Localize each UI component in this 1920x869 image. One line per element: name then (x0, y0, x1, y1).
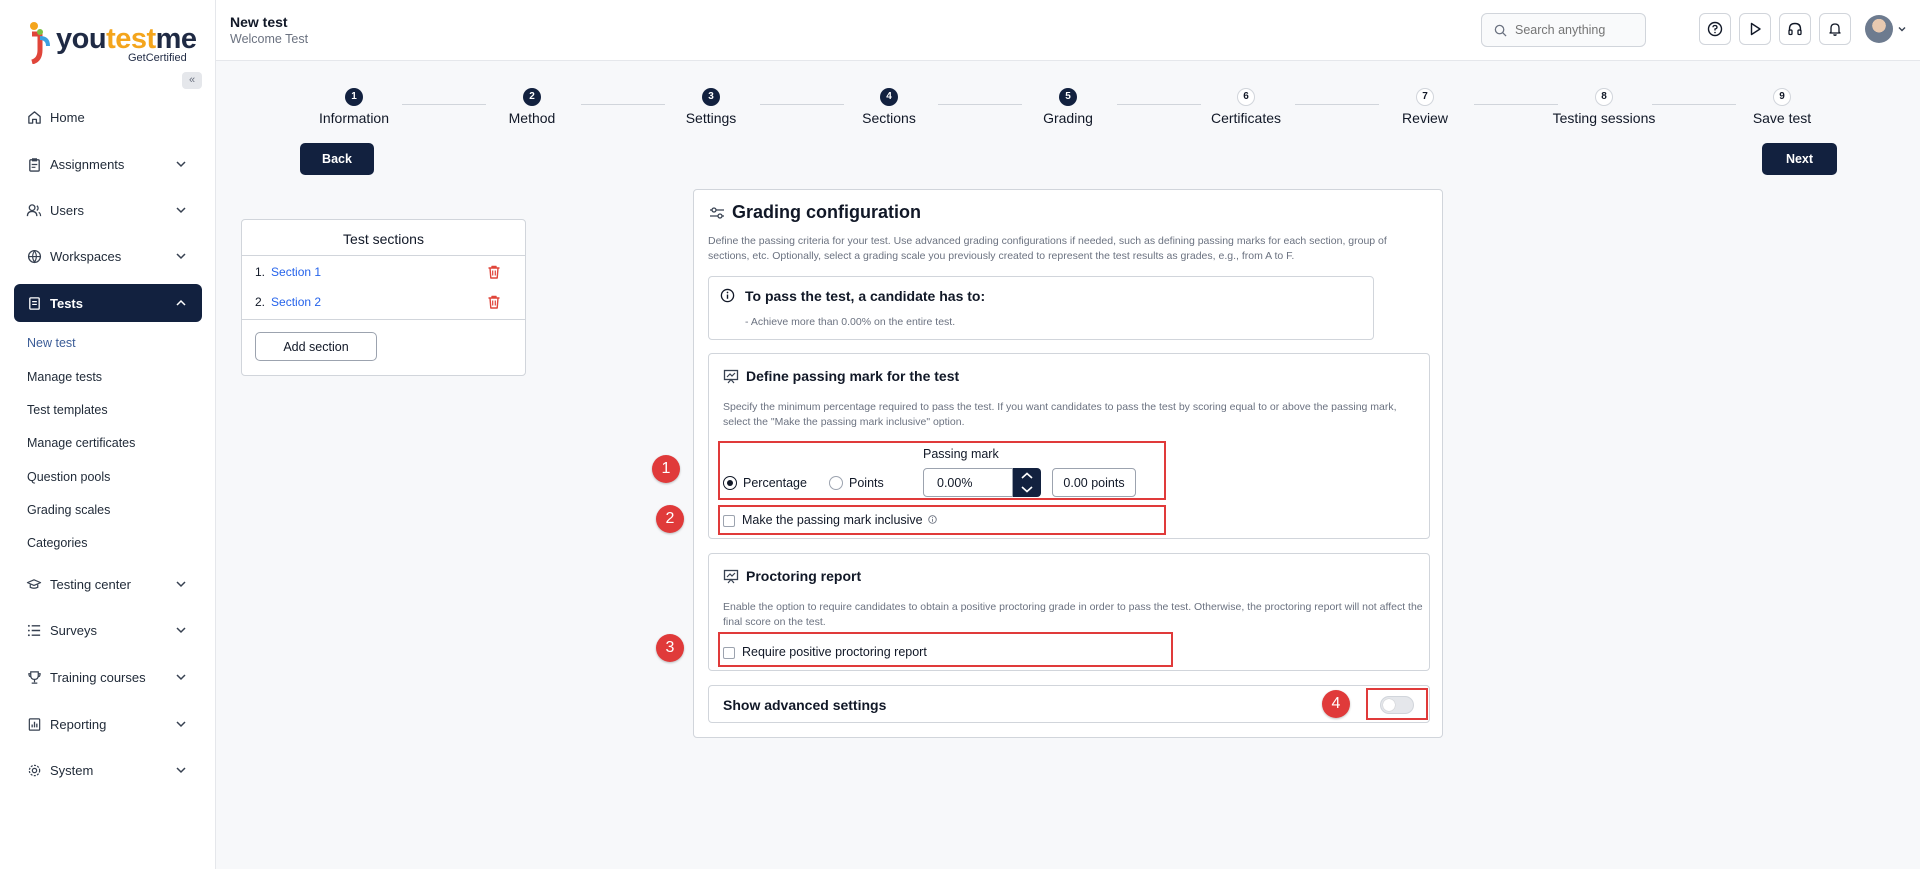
sidebar-item-label: System (50, 762, 94, 778)
step-grading[interactable] (988, 88, 1148, 126)
chart-icon (26, 716, 42, 732)
sidebar-item-label: Assignments (50, 156, 125, 172)
sidebar-subitem-categories[interactable]: Categories (27, 536, 88, 550)
sidebar-item-training-courses[interactable] (14, 658, 202, 696)
step-label: Information (318, 110, 390, 126)
step-sections[interactable] (809, 88, 969, 126)
globe-icon (26, 248, 42, 264)
step-number: 2 (523, 88, 541, 106)
collapse-sidebar-button[interactable]: « (182, 72, 202, 89)
test-sections-panel (241, 219, 526, 376)
info-icon (720, 288, 735, 303)
list-icon (26, 622, 42, 638)
logo[interactable] (28, 20, 198, 64)
step-label: Review (1402, 110, 1448, 126)
chevron-down-icon (174, 763, 188, 777)
sidebar-subitem-new-test[interactable]: New test (27, 336, 76, 350)
help-icon (1707, 21, 1723, 37)
sidebar-item-label: Tests (50, 295, 83, 311)
sidebar-item-users[interactable] (14, 191, 202, 229)
require-proctoring-label: Require positive proctoring report (742, 645, 927, 659)
sidebar-subitem-test-templates[interactable]: Test templates (27, 403, 108, 417)
list-item (255, 265, 321, 279)
headset-icon (1787, 21, 1803, 37)
step-number: 8 (1595, 88, 1613, 106)
step-label: Grading (1043, 110, 1093, 126)
sidebar-item-label: Training courses (50, 669, 146, 685)
chevron-down-icon (174, 157, 188, 171)
sidebar-item-label: Surveys (50, 622, 97, 638)
inclusive-label: Make the passing mark inclusive (742, 513, 923, 527)
sidebar-item-label: Reporting (50, 716, 107, 732)
chevron-down-icon (174, 577, 188, 591)
page-subtitle: Welcome Test (230, 32, 309, 46)
chevron-down-icon (174, 623, 188, 637)
chevron-down-icon (174, 717, 188, 731)
divider (242, 319, 525, 320)
pass-criteria-heading: To pass the test, a candidate has to: (745, 288, 986, 304)
clipboard-icon (26, 156, 42, 172)
top-header (216, 0, 1920, 61)
highlight-inclusive-option (718, 505, 1166, 535)
step-method[interactable] (452, 88, 612, 126)
chevron-down-icon[interactable] (1897, 24, 1907, 34)
notifications-button[interactable] (1819, 13, 1851, 45)
sidebar-item-surveys[interactable] (14, 611, 202, 649)
search-box[interactable] (1481, 13, 1646, 47)
annotation-marker: 4 (1322, 690, 1350, 718)
section-link[interactable]: Section 1 (271, 265, 322, 279)
proctoring-description: Enable the option to require candidates to obtain a positive proctoring grade in order to pass the test. Otherwise, the proctoring report will not affect the final score on the test. (723, 601, 1423, 628)
chevron-down-icon (174, 203, 188, 217)
bell-icon (1827, 21, 1843, 37)
page-title: New test (230, 14, 288, 30)
section-number: 2. (255, 295, 266, 309)
step-label: Method (508, 110, 556, 126)
search-icon (1494, 24, 1507, 37)
list-item (255, 295, 321, 309)
trash-icon[interactable] (486, 264, 502, 280)
annotation-marker: 1 (652, 455, 680, 483)
pass-criteria-rule: - Achieve more than 0.00% on the entire test. (745, 316, 956, 328)
step-information[interactable] (274, 88, 434, 126)
grading-description: Define the passing criteria for your test. Use advanced grading configurations if needed, such as defining passing marks for each section, group of sections, etc. Optionally, select a grading scale you previously created to represent the test results as grades, e.g., from A to F. (708, 235, 1387, 262)
passing-mark-description: Specify the minimum percentage required to pass the test. If you want candidates to pass the test by scoring equal to or above the passing mark, select the "Make the passing mark inclusive" option. (723, 401, 1397, 428)
sidebar-subitem-manage-certificates[interactable]: Manage certificates (27, 436, 136, 450)
annotation-marker: 3 (656, 634, 684, 662)
sidebar-subitem-grading-scales[interactable]: Grading scales (27, 503, 111, 517)
search-input[interactable] (1515, 23, 1635, 37)
logo-tagline: GetCertified (128, 52, 187, 64)
step-label: Certificates (1210, 110, 1282, 126)
sidebar-item-tests[interactable] (14, 284, 202, 322)
section-link[interactable]: Section 2 (271, 295, 322, 309)
pass-criteria-box (708, 276, 1374, 340)
step-number: 4 (880, 88, 898, 106)
step-review[interactable] (1345, 88, 1505, 126)
sidebar-item-label: Workspaces (50, 248, 122, 264)
logo-mark-icon (28, 20, 50, 64)
users-icon (26, 202, 42, 218)
presentation-icon (723, 569, 739, 584)
step-certificates[interactable] (1166, 88, 1326, 126)
passing-mark-heading: Define passing mark for the test (746, 368, 960, 384)
step-number: 6 (1237, 88, 1255, 106)
grading-title: Grading configuration (732, 202, 921, 222)
step-label: Settings (685, 110, 737, 126)
gear-icon (26, 762, 42, 778)
chevron-down-icon (174, 670, 188, 684)
trophy-icon (26, 669, 42, 685)
next-button[interactable]: Next (1762, 143, 1837, 175)
percentage-label: Percentage (743, 476, 807, 490)
presentation-icon (723, 369, 739, 384)
sidebar-item-workspaces[interactable] (14, 237, 202, 275)
help-button[interactable] (1699, 13, 1731, 45)
step-number: 3 (702, 88, 720, 106)
step-settings[interactable] (631, 88, 791, 126)
step-label: Sections (862, 110, 916, 126)
step-number: 5 (1059, 88, 1077, 106)
back-button[interactable]: Back (300, 143, 374, 175)
trash-icon[interactable] (486, 294, 502, 310)
sliders-icon (709, 205, 725, 221)
sidebar-item-label: Testing center (50, 576, 131, 592)
graduation-cap-icon (26, 576, 42, 592)
chevron-up-icon (174, 296, 188, 310)
sidebar-item-label: Users (50, 202, 84, 218)
chevron-down-icon (174, 249, 188, 263)
step-testing-sessions[interactable] (1524, 88, 1684, 126)
sidebar-subitem-manage-tests[interactable]: Manage tests (27, 370, 103, 384)
step-number: 9 (1773, 88, 1791, 106)
step-save-test[interactable] (1702, 88, 1862, 126)
sidebar (0, 0, 216, 869)
sidebar-item-home[interactable] (14, 98, 202, 136)
advanced-settings-label: Show advanced settings (723, 697, 887, 713)
highlight-advanced-toggle (1366, 688, 1428, 720)
add-section-button[interactable]: Add section (255, 332, 377, 361)
highlight-proctoring-option (718, 632, 1173, 667)
sidebar-item-label: Home (50, 109, 85, 125)
test-sections-title: Test sections (343, 231, 424, 247)
step-label: Save test (1752, 110, 1812, 126)
points-label: Points (849, 476, 884, 490)
step-number: 7 (1416, 88, 1434, 106)
step-number: 1 (345, 88, 363, 106)
logo-text: youtestme (56, 23, 197, 55)
step-label: Testing sessions (1552, 110, 1656, 126)
divider (242, 255, 525, 256)
play-icon (1747, 21, 1763, 37)
proctoring-heading: Proctoring report (746, 568, 862, 584)
sidebar-subitem-question-pools[interactable]: Question pools (27, 470, 111, 484)
points-display: 0.00 points (1052, 468, 1136, 497)
sidebar-item-system[interactable] (14, 751, 202, 789)
sidebar-item-reporting[interactable] (14, 705, 202, 743)
support-button[interactable] (1779, 13, 1811, 45)
test-icon (26, 295, 42, 311)
avatar[interactable] (1865, 15, 1893, 43)
play-button[interactable] (1739, 13, 1771, 45)
home-icon (26, 109, 42, 125)
sidebar-item-assignments[interactable] (14, 145, 202, 183)
highlight-passing-mark-options (718, 441, 1166, 500)
section-number: 1. (255, 265, 266, 279)
annotation-marker: 2 (656, 505, 684, 533)
sidebar-item-testing-center[interactable] (14, 565, 202, 603)
passing-mark-label: Passing mark (923, 447, 999, 461)
